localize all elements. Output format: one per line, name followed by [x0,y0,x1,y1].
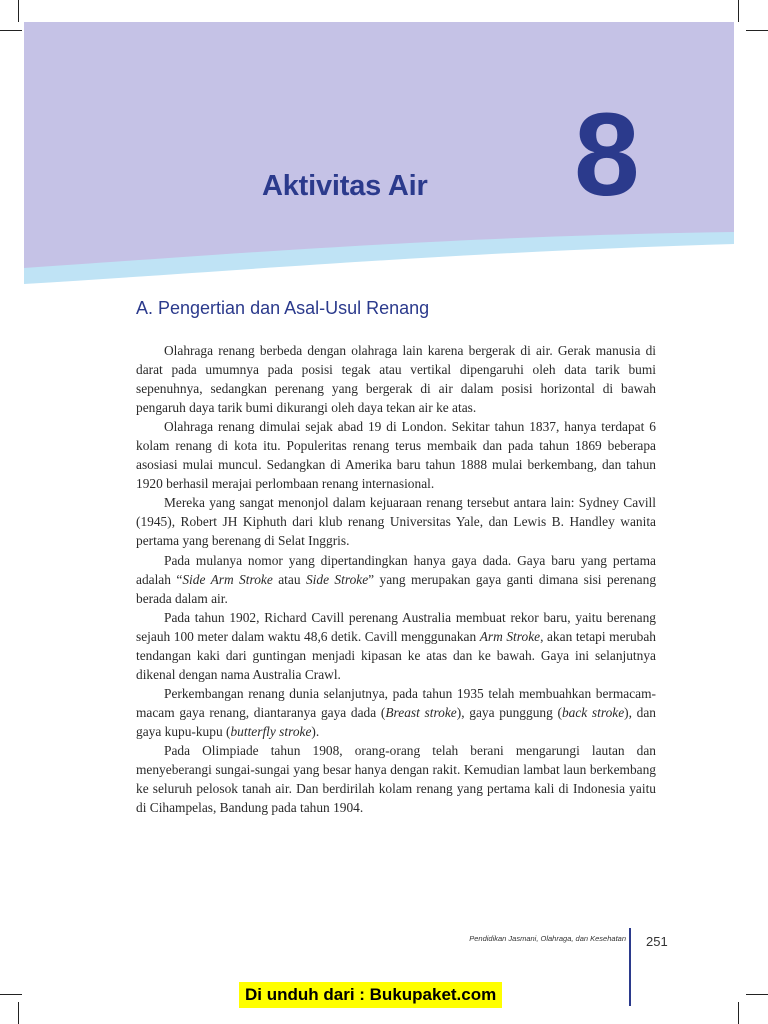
italic-term: Arm Stroke [479,628,541,644]
crop-mark-bottom-left [0,994,22,995]
text-run: Pada tahun 1902, Richard Cavill perenang Australia membuat rekor baru, yaitu berenang sejauh 100 meter dalam waktu 48,6 detik. Cavill menggunakan [136,609,656,644]
chapter-banner [24,22,734,292]
body-text [136,341,656,817]
text-run: Olahraga renang berbeda dengan olahraga lain karena bergerak di air. Gerak manusia di darat pada umumnya pada posisi tegak atau vertikal dipengaruhi oleh data tarik bumi sepenuhnya, sedangkan perenang yang bergerak di air dalam posisi horizontal di bawah pengaruh daya tarik bumi dikurangi oleh daya tekan air ke atas. [136,343,656,416]
italic-term: butterfly stroke [230,723,312,739]
text-run: Mereka yang sangat menonjol dalam kejuaraan renang tersebut antara lain: Sydney Cavill (1945), Robert JH Kiphuth dari klub renang Universitas Yale, dan Lewis B. Handley wanita pertama yang berenang di Selat Inggris. [136,495,656,549]
section-heading: A. Pengertian dan Asal-Usul Renang [136,298,430,318]
italic-term: back stroke [561,704,625,720]
text-run: , akan tetapi merubah tendangan kaki dari guntingan menjadi kipasan ke atas dan ke bawah. Gaya ini selanjutnya dikenal dengan nama Australia Crawl. [136,628,656,682]
paragraph [136,608,656,684]
paragraph [136,741,656,817]
crop-mark-bottom-left-v [18,1002,19,1024]
crop-mark-top-right [746,30,768,31]
footer-rule [629,928,631,1006]
italic-term: Breast stroke [385,704,457,720]
text-run: ), dan gaya kupu-kupu ( [136,704,656,739]
text-run: Pada mulanya nomor yang dipertandingkan hanya gaya dada. Gaya baru yang pertama adalah “ [136,552,656,587]
crop-mark-top-left [0,30,22,31]
paragraph [136,493,656,550]
crop-mark-top-right-v [738,0,739,22]
paragraph [136,417,656,493]
paragraph [136,341,656,417]
text-run: Olahraga renang dimulai sejak abad 19 di London. Sekitar tahun 1837, hanya terdapat 6 kolam renang di kota itu. Populeritas renang terus membaik dan pada tahun 1869 beberapa asosiasi mulai muncul. Sedangkan di Amerika baru tahun 1888 mulai berkembang, dan tahun 1920 berhasil merajai perlombaan renang internasional. [136,419,656,492]
download-banner: Di unduh dari : Bukupaket.com [239,982,502,1008]
text-run: Pada Olimpiade tahun 1908, orang-orang telah berani mengarungi lautan dan menyeberangi sungai-sungai yang besar hanya dengan rakit. Kemudian lambat laun berkembang ke seluruh pelosok tanah air. Dan berdirilah kolam renang yang pertama kali di Indonesia yaitu di Cihampelas, Bandung pada tahun 1904. [136,742,656,816]
text-run: Perkembangan renang dunia selanjutnya, pada tahun 1935 telah membuahkan bermacam-macam gaya renang, diantaranya gaya dada ( [136,685,656,720]
chapter-number: 8 [574,89,640,221]
page-number: 251 [646,934,668,949]
text-run: ). [311,723,320,739]
italic-term: Side Stroke [305,571,369,587]
text-run: atau [272,571,306,587]
crop-mark-top-left-v [18,0,19,22]
crop-mark-bottom-right-v [738,1002,739,1024]
paragraph [136,684,656,741]
text-run: ” yang merupakan gaya ganti dimana sisi perenang berada dalam air. [136,571,657,606]
footer-source: Pendidikan Jasmani, Olahraga, dan Kesehatan [469,934,626,943]
italic-term: Side Arm Stroke [182,571,273,587]
paragraph [136,551,656,608]
chapter-title: Aktivitas Air [262,170,428,202]
crop-mark-bottom-right [746,994,768,995]
text-run: ), gaya punggung ( [456,704,562,720]
